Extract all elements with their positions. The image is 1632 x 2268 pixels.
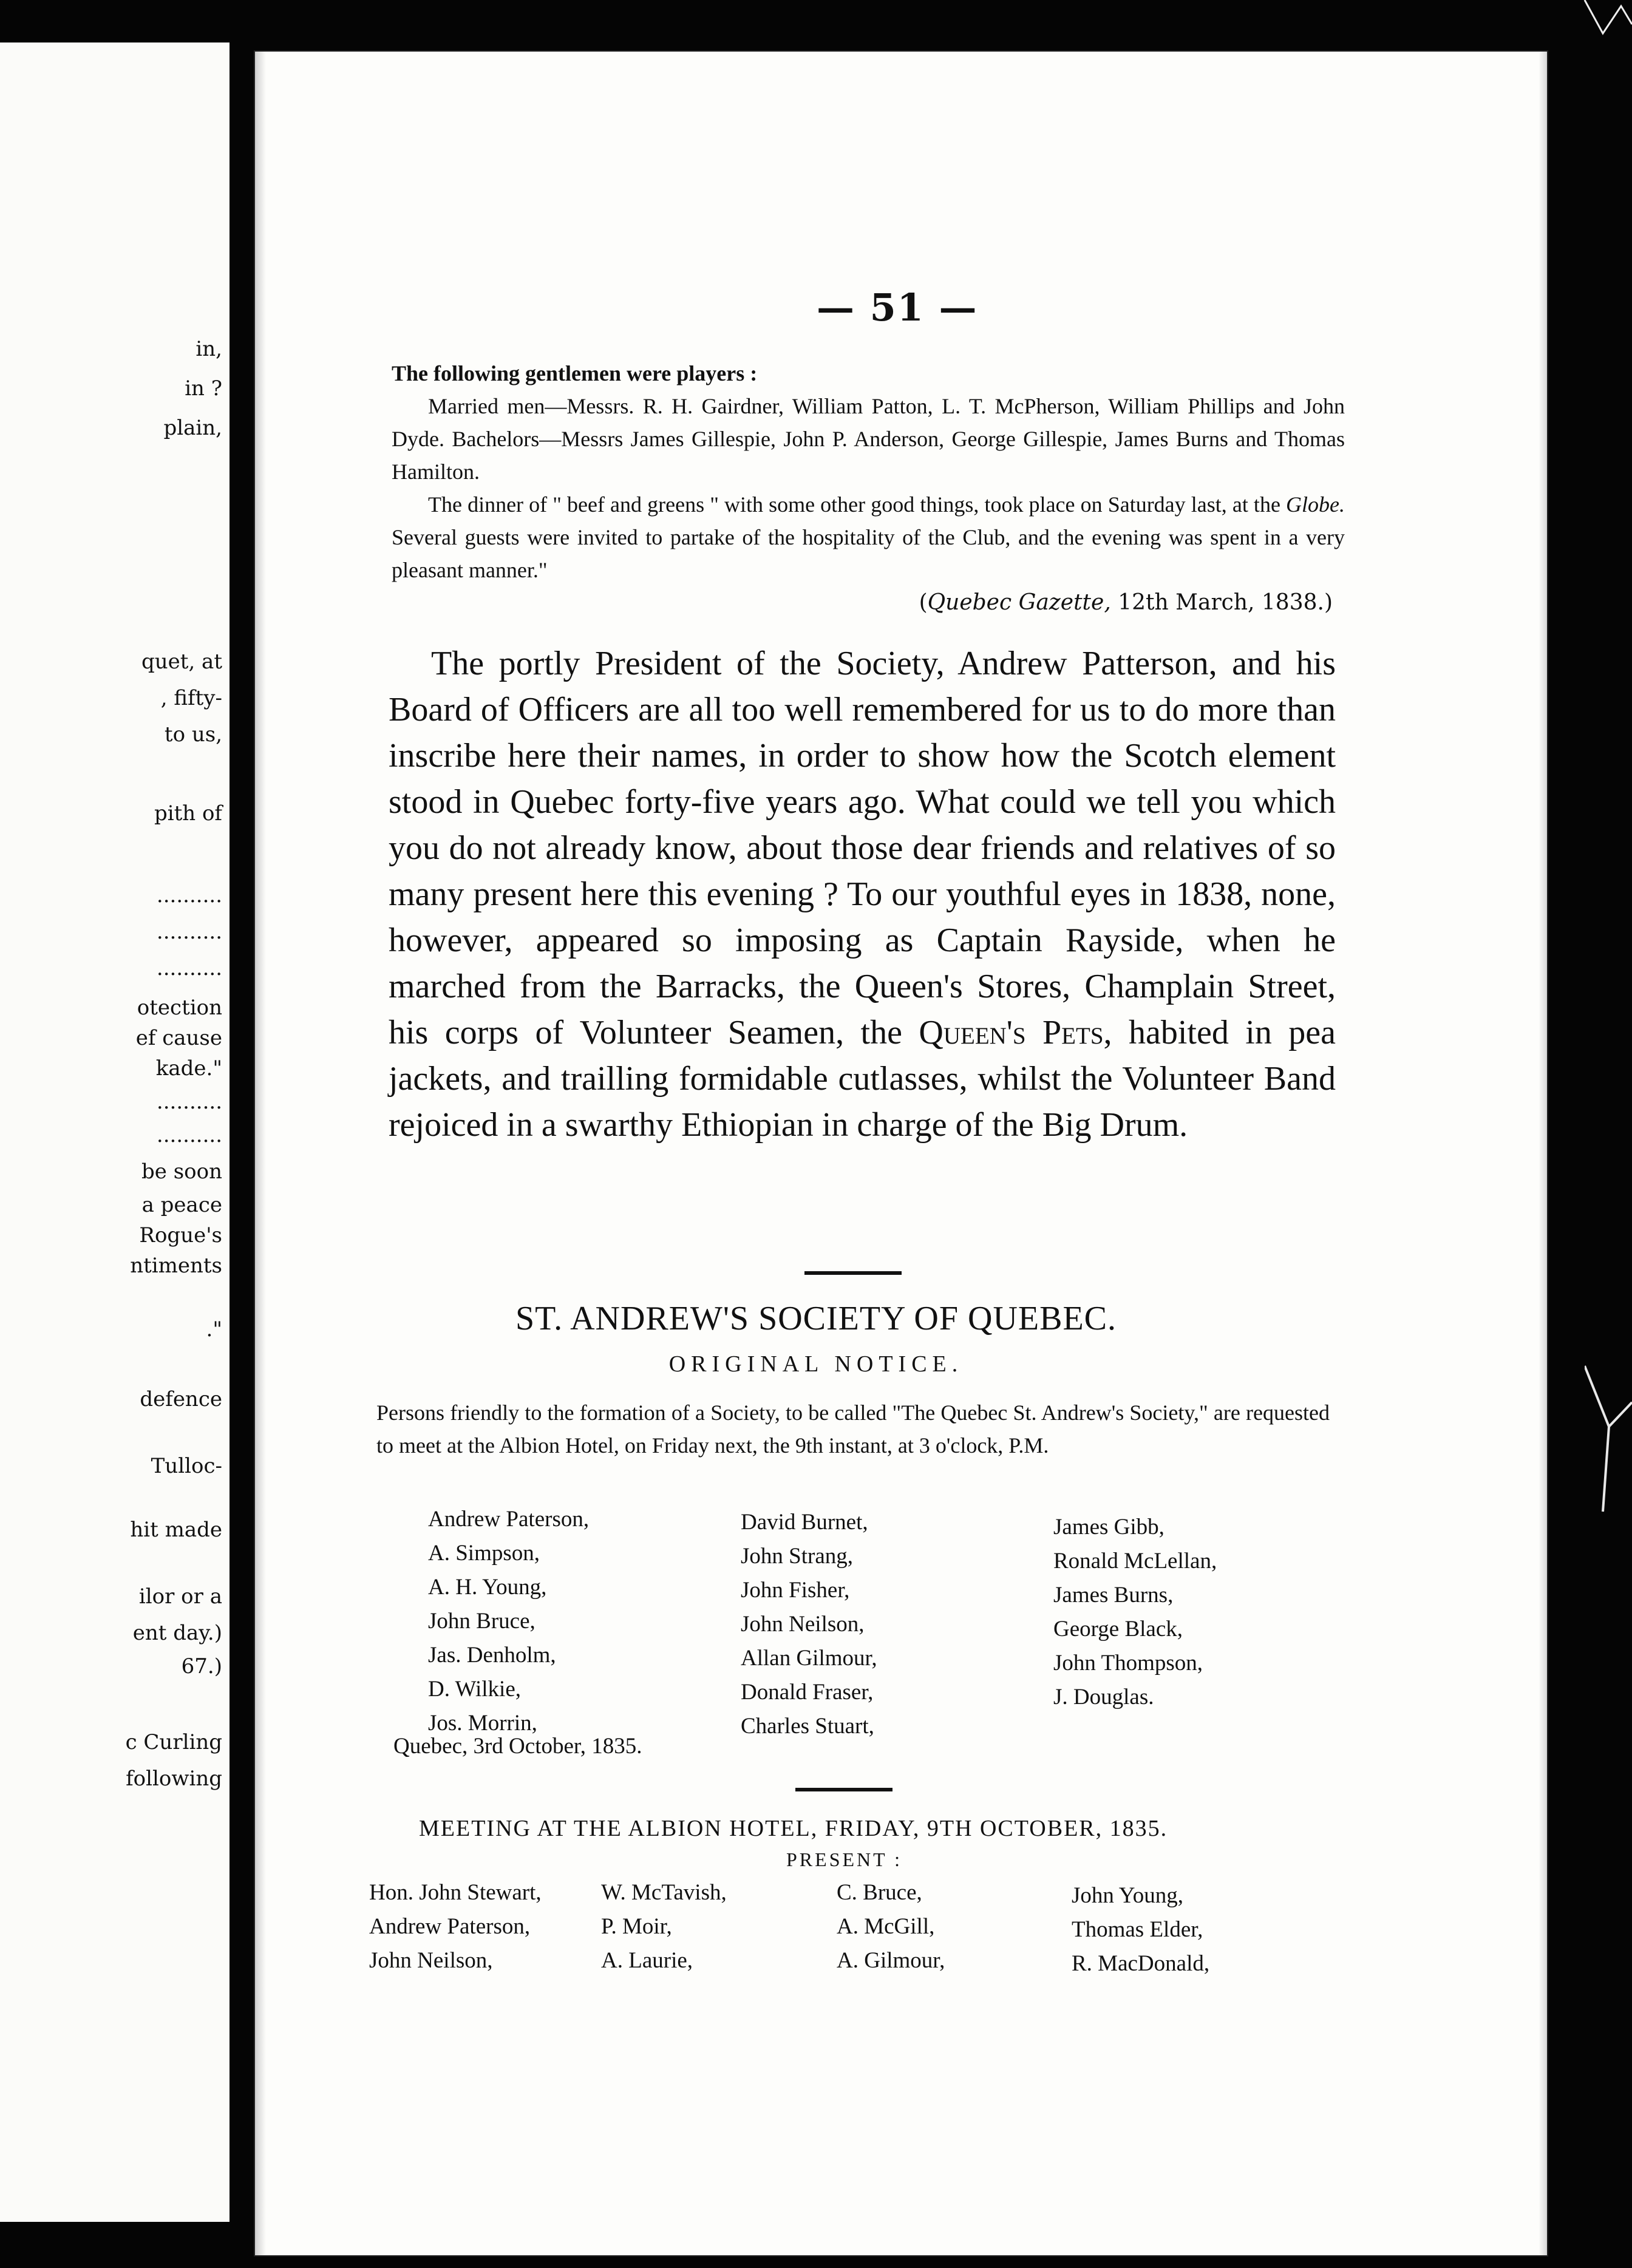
signatory-name: James Burns, bbox=[1053, 1583, 1174, 1608]
queens-pets: Queen's Pets, bbox=[919, 1014, 1112, 1051]
signatory-name: Ronald McLellan, bbox=[1053, 1549, 1217, 1574]
signatories-column-3 bbox=[1053, 1510, 1217, 1714]
signatory-name: Donald Fraser, bbox=[741, 1680, 874, 1705]
left-page-fragment: .......... bbox=[156, 956, 222, 980]
left-page-fragment: following bbox=[126, 1767, 222, 1791]
present-label: PRESENT : bbox=[786, 1849, 902, 1870]
present-member-name: C. Bruce, bbox=[837, 1880, 922, 1905]
dinner-paragraph bbox=[392, 488, 1345, 586]
present-column-3 bbox=[837, 1876, 945, 1978]
present-member-name: P. Moir, bbox=[601, 1914, 672, 1939]
signatories-column-2 bbox=[741, 1506, 877, 1743]
left-page-fragment: ef cause bbox=[135, 1026, 222, 1050]
quote-citation bbox=[392, 590, 1345, 615]
signatory-name: John Fisher, bbox=[741, 1578, 850, 1603]
left-page-fragment: a peace bbox=[141, 1193, 222, 1217]
dinner-text-1: The dinner of " beef and greens " with some other good things, took place on Saturday last, at the bbox=[428, 492, 1280, 517]
original-notice-heading: ORIGINAL NOTICE. bbox=[668, 1351, 964, 1377]
left-page-fragment: hit made bbox=[130, 1518, 222, 1542]
present-member-name: A. Laurie, bbox=[601, 1948, 693, 1973]
left-page-fragment: in ? bbox=[185, 376, 222, 401]
present-member-name: Hon. John Stewart, bbox=[369, 1880, 542, 1905]
narrative-paragraph bbox=[389, 640, 1336, 1148]
left-page-fragment: Tulloc- bbox=[151, 1454, 222, 1478]
signatory-name: David Burnet, bbox=[741, 1510, 868, 1535]
meeting-title: MEETING AT THE ALBION HOTEL, FRIDAY, 9TH OCTOBER, 1835. bbox=[419, 1816, 1168, 1841]
notice-date: Quebec, 3rd October, 1835. bbox=[393, 1734, 642, 1759]
present-column-4 bbox=[1072, 1879, 1209, 1981]
left-page-fragment: ntiments bbox=[130, 1254, 222, 1278]
left-page-fragment: be soon bbox=[141, 1159, 222, 1184]
left-page-fragment: plain, bbox=[163, 416, 222, 440]
cite-date: 12th March, 1838.) bbox=[1118, 590, 1333, 615]
left-page-fragment: 67.) bbox=[181, 1654, 222, 1679]
left-page-fragment: to us, bbox=[164, 722, 222, 747]
signatory-name: A. H. Young, bbox=[428, 1575, 547, 1600]
page-number: — 51 — bbox=[817, 285, 978, 330]
page-edge-shadow bbox=[1538, 52, 1547, 2255]
corner-clip-mark bbox=[1579, 0, 1632, 42]
left-page-fragment: defence bbox=[140, 1387, 222, 1411]
left-page-fragment: quet, at bbox=[141, 650, 222, 674]
present-column-2 bbox=[601, 1876, 727, 1978]
cite-source: Quebec Gazette, bbox=[927, 590, 1111, 615]
present-member-name: Andrew Paterson, bbox=[369, 1914, 531, 1939]
present-member-name: R. MacDonald, bbox=[1072, 1951, 1210, 1976]
signatory-name: John Neilson, bbox=[741, 1612, 865, 1637]
left-page-fragment: ilor or a bbox=[138, 1584, 222, 1609]
signatory-name: D. Wilkie, bbox=[428, 1677, 522, 1702]
present-member-name: W. McTavish, bbox=[601, 1880, 727, 1905]
signatory-name: John Strang, bbox=[741, 1544, 853, 1569]
present-member-name: A. McGill, bbox=[837, 1914, 935, 1939]
left-page-fragment: .......... bbox=[156, 1123, 222, 1147]
narrative-text-2: habited in pea jackets, and trailling formidable cutlasses, whilst the Volunteer Band rejoiced in a swarthy Ethiopian in charge of the Big Drum. bbox=[389, 1014, 1336, 1144]
left-page-fragment: Rogue's bbox=[139, 1223, 222, 1248]
meeting-divider bbox=[795, 1788, 892, 1791]
signatory-name: Andrew Paterson, bbox=[428, 1507, 590, 1532]
players-paragraph bbox=[392, 357, 1345, 586]
society-title: ST. ANDREW'S SOCIETY OF QUEBEC. bbox=[515, 1300, 1117, 1337]
signatory-name: Jos. Morrin, bbox=[428, 1711, 537, 1736]
gazette-quote bbox=[392, 357, 1345, 615]
left-page-fragment: ent day.) bbox=[132, 1621, 222, 1645]
narrative-text-1: The portly President of the Society, Andrew Patterson, and his Board of Officers are all too well remembered for us to do more than inscribe here their names, in order to show how the Scotch element stood in Quebec forty-five years ago. What could we tell you which you do not already know, about those dear friends and relatives of so many present here this evening ? To our youthful eyes in 1838, none, however, appeared so imposing as Captain Rayside, when he marched from the Barracks, the Queen's Stores, Champlain Street, his corps of Volunteer Seamen, the bbox=[389, 645, 1336, 1051]
left-page-fragment: .......... bbox=[156, 1090, 222, 1114]
edge-clip-mark bbox=[1585, 1360, 1632, 1518]
signatory-name: A. Simpson, bbox=[428, 1541, 540, 1566]
signatory-name: Charles Stuart, bbox=[741, 1714, 874, 1739]
page-gutter-shadow bbox=[255, 52, 266, 2255]
present-member-name: John Young, bbox=[1072, 1883, 1184, 1908]
players-list: Married men—Messrs. R. H. Gairdner, William Patton, L. T. McPherson, William Phillips and John Dyde. Bachelors—Messrs James Gillespie, John P. Anderson, George Gillespie, James Burns and Thomas Hamilton. bbox=[392, 394, 1345, 484]
signatory-name: J. Douglas. bbox=[1053, 1685, 1154, 1709]
players-heading: The following gentlemen were players : bbox=[392, 361, 758, 385]
present-member-name: John Neilson, bbox=[369, 1948, 493, 1973]
left-page-fragment: .......... bbox=[156, 920, 222, 944]
signatory-name: Allan Gilmour, bbox=[741, 1646, 877, 1671]
left-page-fragment: c Curling bbox=[125, 1730, 222, 1754]
section-divider bbox=[804, 1271, 902, 1275]
left-page-fragment: , fifty- bbox=[160, 686, 222, 710]
cite-open: ( bbox=[919, 590, 928, 615]
signatory-name: John Bruce, bbox=[428, 1609, 536, 1634]
notice-text: Persons friendly to the formation of a Society, to be called "The Quebec St. Andrew's Society," are requested to meet at the Albion Hotel, on Friday next, the 9th instant, at 3 o'clock, P.M. bbox=[376, 1401, 1330, 1458]
left-facing-page bbox=[0, 42, 229, 2222]
signatory-name: John Thompson, bbox=[1053, 1651, 1203, 1676]
left-page-fragment: pith of bbox=[154, 801, 222, 826]
left-page-fragment: in, bbox=[195, 337, 222, 361]
present-column-1 bbox=[369, 1876, 542, 1978]
signatory-name: Jas. Denholm, bbox=[428, 1643, 556, 1668]
present-member-name: Thomas Elder, bbox=[1072, 1917, 1203, 1942]
left-page-fragment: kade." bbox=[155, 1056, 222, 1081]
present-member-name: A. Gilmour, bbox=[837, 1948, 945, 1973]
signatory-name: James Gibb, bbox=[1053, 1515, 1164, 1540]
globe-title: Globe. bbox=[1286, 492, 1345, 517]
signatory-name: George Black, bbox=[1053, 1617, 1183, 1642]
dinner-text-2: Several guests were invited to partake of the hospitality of the Club, and the evening was spent in a very pleasant manner." bbox=[392, 525, 1345, 582]
signatories-column-1 bbox=[428, 1502, 589, 1740]
left-page-fragment: otection bbox=[137, 996, 222, 1020]
left-page-fragment: ." bbox=[206, 1317, 222, 1342]
left-page-fragment: .......... bbox=[156, 883, 222, 908]
